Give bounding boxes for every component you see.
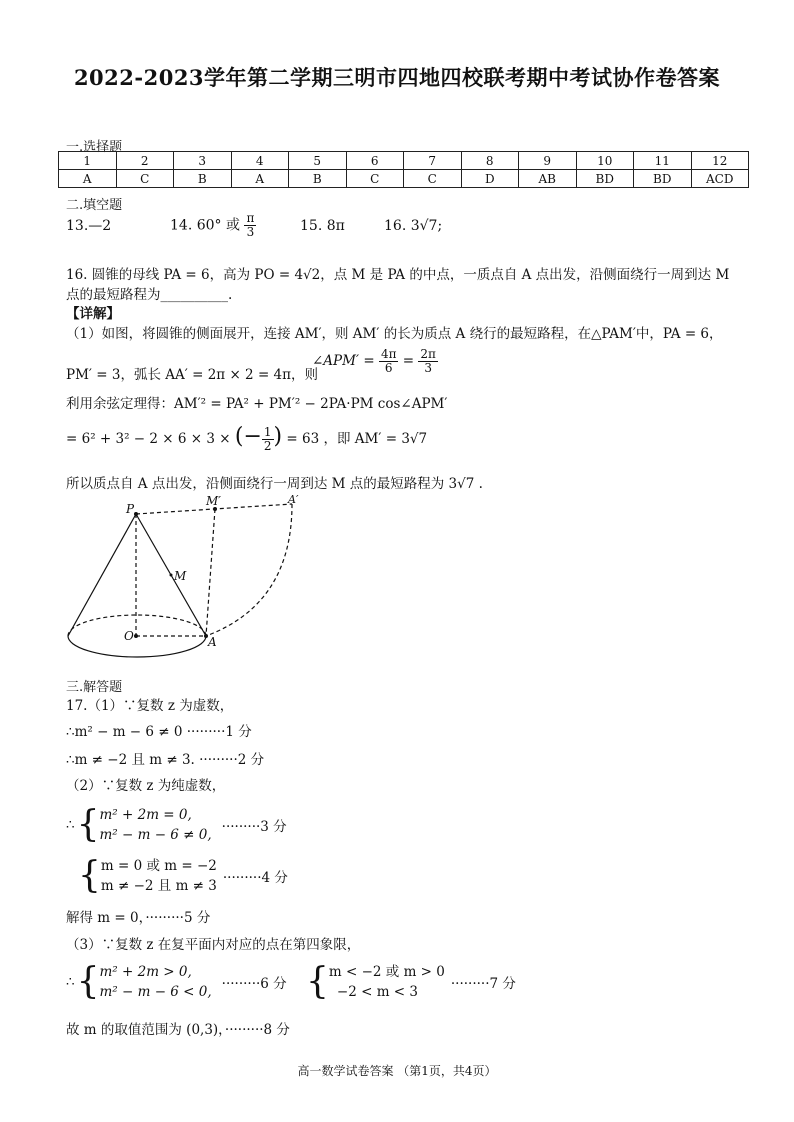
table-cell: B [289, 170, 347, 188]
q16-stem-line2: 点的最短路程为__________. [66, 287, 233, 303]
q16-cosine-law-line: 利用余弦定理得：AM′² = PA² + PM′² − 2PA·PM cos∠APM′ [66, 396, 448, 412]
left-paren: (− [234, 424, 262, 449]
numerator: 2π [420, 347, 436, 361]
fill-answer-15: 15. 8π [300, 218, 345, 234]
table-cell: A [59, 170, 117, 188]
q17-line2: ∴m² − m − 6 ≠ 0 ·········1 分 [66, 724, 252, 740]
table-cell: C [404, 170, 462, 188]
point-O [134, 634, 138, 638]
table-cell: ACD [691, 170, 749, 188]
q16-detail-heading: 【详解】 [66, 306, 120, 322]
table-cell: 9 [519, 152, 577, 170]
score-mark: ·········3 分 [221, 819, 287, 835]
numerator: π [246, 211, 255, 225]
q16-computation-line [66, 424, 427, 453]
q17-system1 [66, 805, 287, 845]
unfold-arc [206, 504, 292, 636]
table-cell: 5 [289, 152, 347, 170]
fill-answer-14-text: 14. 60° 或 [170, 217, 240, 234]
table-cell: A [231, 170, 289, 188]
q16-solution-line1: （1）如图，将圆锥的侧面展开，连接 AM′，则 AM′ 的长为质点 A 绕行的最短路程，在△PAM′中，PA = 6， [66, 326, 723, 342]
q16-stem-line1: 16. 圆锥的母线 PA = 6，高为 PO = 4√2，点 M 是 PA 的中点，一质点自 A 点出发，沿侧面绕行一周到达 M [66, 267, 730, 283]
brace-symbol: { [306, 961, 329, 1002]
q17-system2 [78, 856, 288, 896]
equation: m ≠ −2 且 m ≠ 3 [100, 878, 217, 894]
equation: m² − m − 6 < 0, [99, 984, 212, 1000]
system1-equations [100, 805, 212, 845]
table-cell: BD [634, 170, 692, 188]
fraction-pi-over-3 [244, 212, 256, 239]
segment-AM1 [206, 509, 215, 636]
label-M1: M′ [206, 494, 222, 508]
table-cell: BD [576, 170, 634, 188]
table-cell: 12 [691, 152, 749, 170]
q17-line5: 解得 m = 0，·········5 分 [66, 910, 211, 926]
score-mark: ·········6 分 [221, 976, 287, 992]
system3-equations [100, 962, 212, 1002]
equation: −2 < m < 3 [336, 984, 418, 1000]
denominator: 3 [246, 225, 255, 239]
equation: m² − m − 6 ≠ 0, [99, 827, 212, 843]
table-row-numbers [59, 152, 749, 170]
brace-symbol: { [78, 855, 101, 896]
q17-line7: 故 m 的取值范围为 (0,3)，·········8 分 [66, 1022, 290, 1038]
equation: m = 0 或 m = −2 [100, 858, 217, 874]
system4-equations [329, 962, 445, 1002]
q17-line3: ∴m ≠ −2 且 m ≠ 3. ·········2 分 [66, 752, 265, 768]
equals-sign: = [402, 353, 415, 369]
page-footer: 高一数学试卷答案 （第1页，共4页） [297, 1064, 497, 1078]
fill-answer-13: 13.—2 [66, 218, 112, 234]
right-paren: ) [273, 424, 283, 449]
q16-conclusion-line: 所以质点自 A 点出发，沿侧面绕行一周到达 M 点的最短路程为 3√7 . [66, 476, 483, 492]
table-cell: 3 [174, 152, 232, 170]
brace-symbol: { [76, 804, 100, 845]
fill-answer-14 [170, 212, 256, 239]
table-cell: 2 [116, 152, 174, 170]
computation-conclusion: ，即 AM′ = 3√7 [323, 431, 428, 447]
section-fill-heading: 二.填空题 [66, 198, 123, 213]
table-cell: 10 [576, 152, 634, 170]
table-cell: B [174, 170, 232, 188]
label-A: A [208, 635, 217, 649]
computation-result: = 63 [286, 431, 320, 447]
cone-left-edge [68, 514, 136, 636]
cone-base-front [68, 636, 206, 657]
denominator: 6 [384, 361, 393, 375]
q17-line4: （2）∵复数 z 为纯虚数， [66, 778, 226, 794]
table-row-answers [59, 170, 749, 188]
fraction-one-half [262, 426, 274, 453]
denominator: 2 [263, 439, 272, 453]
equation: m² + 2m > 0, [99, 964, 192, 980]
therefore-symbol: ∴ [66, 974, 75, 990]
score-mark: ·········7 分 [450, 976, 516, 992]
cone-figure [60, 494, 320, 664]
table-cell: 6 [346, 152, 404, 170]
label-M: M [174, 569, 187, 583]
point-M [170, 574, 173, 577]
table-cell: AB [519, 170, 577, 188]
cone-base-back [68, 615, 206, 636]
therefore-symbol: ∴ [66, 817, 75, 833]
page-title: 2022-2023学年第二学期三明市四地四校联考期中考试协作卷答案 [73, 65, 721, 90]
label-A1: A′ [288, 494, 299, 506]
fraction-2pi-3 [418, 348, 438, 375]
fraction-4pi-6 [379, 348, 399, 375]
table-cell: D [461, 170, 519, 188]
q17-line1: 17.（1）∵复数 z 为虚数， [66, 698, 234, 714]
point-P [134, 512, 138, 516]
angle-label: ∠APM′ = [312, 353, 375, 369]
table-cell: 11 [634, 152, 692, 170]
q17-system3 [66, 962, 287, 1002]
denominator: 3 [424, 361, 432, 375]
equation: m < −2 或 m > 0 [328, 964, 445, 980]
numerator: 4π [380, 347, 397, 361]
table-cell: 7 [404, 152, 462, 170]
system2-equations [101, 856, 217, 896]
fill-answer-16: 16. 3√7; [384, 218, 443, 234]
table-cell: C [116, 170, 174, 188]
brace-symbol: { [76, 961, 100, 1002]
score-mark: ·········4 分 [222, 870, 288, 886]
label-O: O [124, 629, 134, 643]
label-P: P [126, 502, 135, 516]
numerator: 1 [263, 425, 272, 439]
table-cell: 1 [59, 152, 117, 170]
q16-angle-expression [312, 348, 438, 375]
answer-table [58, 151, 749, 188]
table-cell: 4 [231, 152, 289, 170]
computation-part1: = 6² + 3² − 2 × 6 × 3 × [66, 431, 231, 447]
equation: m² + 2m = 0, [99, 807, 192, 823]
q17-system4 [306, 962, 516, 1002]
section-solution-heading: 三.解答题 [66, 680, 123, 695]
q16-solution-line2a: PM′ = 3，弧长 AA′ = 2π × 2 = 4π，则 [66, 367, 319, 383]
table-cell: C [346, 170, 404, 188]
q17-line6: （3）∵复数 z 在复平面内对应的点在第四象限， [66, 937, 361, 953]
table-cell: 8 [461, 152, 519, 170]
section-choice-heading: 一.选择题 [66, 140, 123, 155]
